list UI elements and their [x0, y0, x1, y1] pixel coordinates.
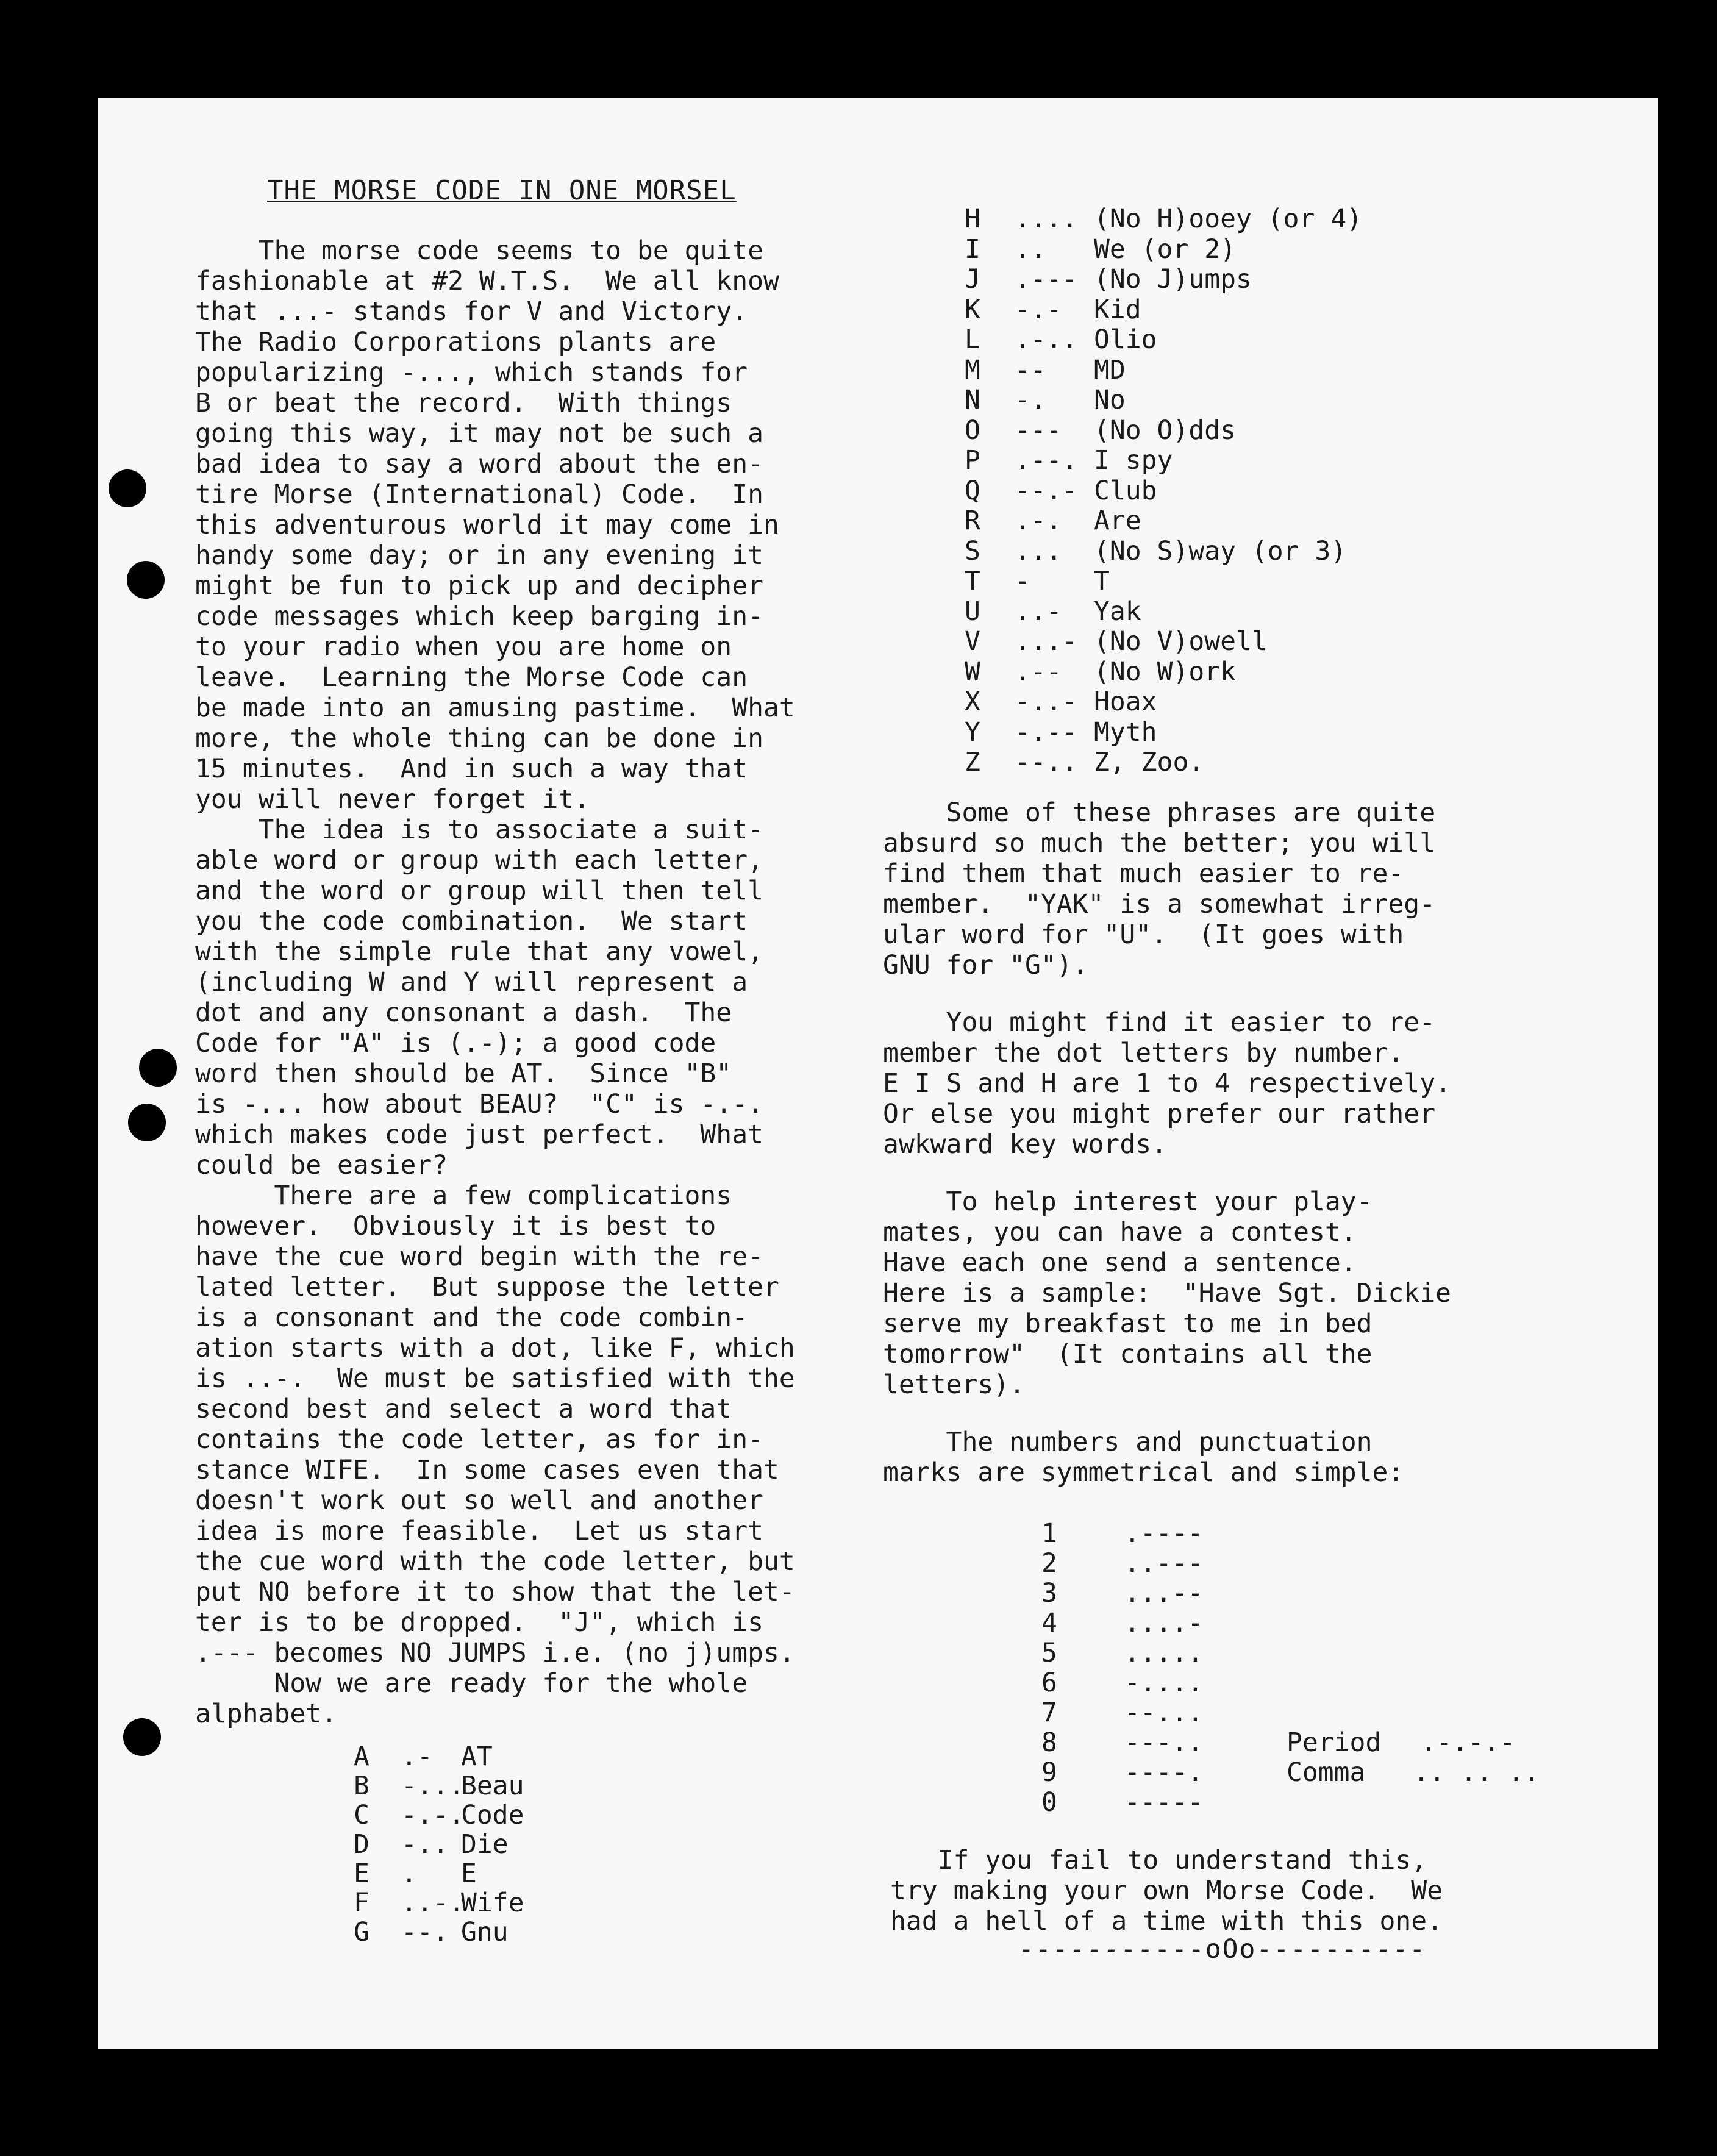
number-code: ....- [1124, 1608, 1204, 1638]
code-pattern: .. [1015, 234, 1046, 265]
code-letter: G [354, 1917, 369, 1947]
text-line: absurd so much the better; you will [883, 828, 1436, 858]
text-line: could be easier? [195, 1150, 448, 1180]
cue-word: (No W)ork [1094, 656, 1236, 687]
number-code: --... [1124, 1697, 1204, 1728]
text-line: bad idea to say a word about the en- [195, 449, 763, 479]
code-letter: P [965, 445, 980, 476]
binder-hole [109, 469, 146, 507]
paragraph [883, 1427, 1645, 1488]
text-line: 15 minutes. And in such a way that [195, 754, 748, 784]
code-pattern: .- [401, 1741, 433, 1772]
text-line: popularizing -..., which stands for [195, 357, 748, 388]
cue-word: MD [1094, 354, 1126, 385]
number-code: ----. [1124, 1757, 1204, 1788]
text-line: is ..-. We must be satisfied with the [195, 1363, 795, 1394]
page-title: THE MORSE CODE IN ONE MORSEL [267, 175, 737, 206]
punctuation-name: Comma [1287, 1757, 1366, 1788]
cue-word: We (or 2) [1094, 234, 1236, 265]
text-line: Or else you might prefer our rather [883, 1099, 1436, 1129]
text-line: might be fun to pick up and decipher [195, 571, 763, 601]
code-pattern: --. [401, 1917, 449, 1947]
text-line: to your radio when you are home on [195, 632, 732, 662]
digit: 0 [1041, 1787, 1057, 1818]
document-page [98, 98, 1658, 2049]
code-letter: D [354, 1829, 369, 1860]
paragraph-gap [883, 980, 1645, 1007]
text-line: had a hell of a time with this one. [890, 1906, 1443, 1936]
text-line: alphabet. [195, 1699, 337, 1729]
text-line: Have each one send a sentence. [883, 1248, 1357, 1278]
cue-word: Die [461, 1829, 509, 1860]
text-line: you the code combination. We start [195, 906, 748, 937]
text-line: which makes code just perfect. What [195, 1119, 763, 1150]
left-column-text [195, 235, 982, 1729]
text-line: be made into an amusing pastime. What [195, 693, 795, 723]
code-letter: K [965, 294, 980, 325]
cue-word: Code [461, 1800, 524, 1830]
number-code: .---- [1124, 1518, 1204, 1549]
text-line: idea is more feasible. Let us start [195, 1516, 763, 1546]
cue-word: Kid [1094, 294, 1141, 325]
text-line: If you fail to understand this, [890, 1845, 1427, 1876]
punctuation-name: Period [1287, 1727, 1382, 1758]
code-pattern: .... [1015, 204, 1078, 234]
code-pattern: -.-. [401, 1800, 465, 1830]
text-line: To help interest your play- [883, 1187, 1373, 1217]
text-line: Code for "A" is (.-); a good code [195, 1028, 716, 1058]
text-line: word then should be AT. Since "B" [195, 1058, 732, 1089]
digit: 9 [1041, 1757, 1057, 1788]
code-pattern: -- [1015, 354, 1046, 385]
text-line: ter is to be dropped. "J", which is [195, 1607, 763, 1638]
code-letter: N [965, 385, 980, 415]
text-line: the cue word with the code letter, but [195, 1546, 795, 1577]
digit: 8 [1041, 1727, 1057, 1758]
code-pattern: .--- [1015, 264, 1078, 294]
code-letter: J [965, 264, 980, 294]
cue-word: (No J)umps [1094, 264, 1252, 294]
text-line: that ...- stands for V and Victory. [195, 296, 748, 327]
paragraph [195, 235, 982, 815]
text-line: Some of these phrases are quite [883, 798, 1436, 828]
text-line: try making your own Morse Code. We [890, 1876, 1443, 1906]
binder-hole [139, 1049, 177, 1087]
code-pattern: .-- [1015, 656, 1062, 687]
number-code: ---.. [1124, 1727, 1204, 1758]
text-line: letters). [883, 1369, 1025, 1400]
cue-word: Beau [461, 1771, 524, 1801]
text-line: this adventurous world it may come in [195, 510, 779, 540]
text-line: The morse code seems to be quite [195, 235, 763, 266]
code-letter: T [965, 566, 980, 596]
text-line: however. Obviously it is best to [195, 1211, 716, 1241]
code-letter: I [965, 234, 980, 265]
text-line: going this way, it may not be such a [195, 418, 763, 449]
text-line: code messages which keep barging in- [195, 601, 763, 632]
text-line: .--- becomes NO JUMPS i.e. (no j)umps. [195, 1638, 795, 1668]
text-line: tire Morse (International) Code. In [195, 479, 763, 510]
paragraph [883, 798, 1645, 980]
text-line: second best and select a word that [195, 1394, 732, 1424]
code-pattern: -. [1015, 385, 1046, 415]
code-pattern: .-. [1015, 505, 1062, 536]
number-code: ----- [1124, 1787, 1204, 1818]
binder-hole [128, 1104, 166, 1141]
digit: 2 [1041, 1548, 1057, 1579]
cue-word: Gnu [461, 1917, 509, 1947]
closing-text [890, 1845, 1443, 1936]
text-line: find them that much easier to re- [883, 858, 1404, 889]
text-line: doesn't work out so well and another [195, 1485, 763, 1516]
text-line: The idea is to associate a suit- [195, 815, 763, 845]
code-pattern: -.- [1015, 294, 1062, 325]
text-line: Here is a sample: "Have Sgt. Dickie [883, 1278, 1451, 1308]
cue-word: Myth [1094, 716, 1157, 748]
code-pattern: --- [1015, 415, 1062, 446]
cue-word: (No O)dds [1094, 415, 1236, 446]
text-line: have the cue word begin with the re- [195, 1241, 763, 1272]
text-line: The numbers and punctuation [883, 1427, 1373, 1457]
cue-word: Yak [1094, 596, 1141, 627]
code-pattern: . [401, 1858, 417, 1889]
code-letter: S [965, 535, 980, 566]
text-line: is -... how about BEAU? "C" is -.-. [195, 1089, 763, 1119]
cue-word: Hoax [1094, 687, 1157, 717]
paragraph [195, 1180, 982, 1668]
code-letter: F [354, 1888, 369, 1918]
code-letter: W [965, 656, 980, 687]
text-line: dot and any consonant a dash. The [195, 998, 732, 1028]
binder-hole [123, 1718, 161, 1756]
code-pattern: -..- [1015, 687, 1078, 717]
punctuation-code: .-.-.- [1421, 1727, 1516, 1758]
text-line: contains the code letter, as for in- [195, 1424, 763, 1455]
cue-word: I spy [1094, 445, 1173, 476]
digit: 4 [1041, 1608, 1057, 1638]
digit: 7 [1041, 1697, 1057, 1728]
text-line: leave. Learning the Morse Code can [195, 662, 748, 693]
code-pattern: .--. [1015, 445, 1078, 476]
text-line: handy some day; or in any evening it [195, 540, 763, 571]
number-code: ..... [1124, 1638, 1204, 1668]
digit: 6 [1041, 1668, 1057, 1698]
code-letter: R [965, 505, 980, 536]
text-line: awkward key words. [883, 1129, 1167, 1160]
text-line: serve my breakfast to me in bed [883, 1308, 1373, 1339]
paragraph [883, 1187, 1645, 1400]
cue-word: Wife [461, 1888, 524, 1918]
paragraph [883, 1007, 1645, 1160]
code-letter: Z [965, 747, 980, 777]
text-line: B or beat the record. With things [195, 388, 732, 418]
text-line: is a consonant and the code combin- [195, 1302, 748, 1333]
code-pattern: --.- [1015, 475, 1078, 506]
cue-word: T [1094, 566, 1110, 596]
code-letter: H [965, 204, 980, 234]
cue-word: (No S)way (or 3) [1094, 535, 1347, 566]
text-line: member the dot letters by number. [883, 1038, 1404, 1068]
code-pattern: - [1015, 566, 1030, 596]
text-line: more, the whole thing can be done in [195, 723, 763, 754]
digit: 1 [1041, 1518, 1057, 1549]
code-letter: X [965, 687, 980, 717]
code-letter: L [965, 324, 980, 355]
code-letter: A [354, 1741, 369, 1772]
punctuation-code: .. .. .. [1413, 1757, 1540, 1788]
text-line: ular word for "U". (It goes with [883, 919, 1404, 950]
text-line: There are a few complications [195, 1180, 732, 1211]
text-line: and the word or group will then tell [195, 876, 763, 906]
code-pattern: -.-- [1015, 716, 1078, 748]
text-line: able word or group with each letter, [195, 845, 763, 876]
code-pattern: --.. [1015, 747, 1078, 777]
end-marker: -----------oOo---------- [1018, 1934, 1427, 1965]
text-line: You might find it easier to re- [883, 1007, 1436, 1038]
cue-word: No [1094, 385, 1126, 415]
text-line: The Radio Corporations plants are [195, 327, 716, 357]
cue-word: (No V)owell [1094, 626, 1268, 657]
text-line: member. "YAK" is a somewhat irreg- [883, 889, 1436, 919]
number-code: ...-- [1124, 1578, 1204, 1608]
text-line: Now we are ready for the whole [195, 1668, 748, 1699]
code-pattern: -.. [401, 1829, 449, 1860]
code-letter: V [965, 626, 980, 657]
code-letter: B [354, 1771, 369, 1801]
text-line: marks are symmetrical and simple: [883, 1457, 1404, 1488]
digit: 3 [1041, 1578, 1057, 1608]
paragraph-gap [883, 1400, 1645, 1427]
code-pattern: ... [1015, 535, 1062, 566]
text-line: GNU for "G"). [883, 950, 1088, 980]
cue-word: Are [1094, 505, 1141, 536]
code-pattern: ..-. [401, 1888, 465, 1918]
code-letter: U [965, 596, 980, 627]
text-line: lated letter. But suppose the letter [195, 1272, 779, 1302]
code-letter: E [354, 1858, 369, 1889]
cue-word: Z, Zoo. [1094, 747, 1205, 777]
text-line: with the simple rule that any vowel, [195, 937, 763, 967]
code-letter: O [965, 415, 980, 446]
code-pattern: ..- [1015, 596, 1062, 627]
code-letter: Y [965, 716, 980, 748]
code-pattern: .-.. [1015, 324, 1078, 355]
text-line: stance WIFE. In some cases even that [195, 1455, 779, 1485]
code-pattern: -... [401, 1771, 465, 1801]
text-line: put NO before it to show that the let- [195, 1577, 795, 1607]
code-letter: Q [965, 475, 980, 506]
text-line: mates, you can have a contest. [883, 1217, 1357, 1248]
text-line: you will never forget it. [195, 784, 590, 815]
number-code: ..--- [1124, 1548, 1204, 1579]
cue-word: (No H)ooey (or 4) [1094, 204, 1363, 234]
cue-word: Club [1094, 475, 1157, 506]
binder-hole [127, 561, 165, 599]
right-column-text [883, 798, 1645, 1488]
text-line: fashionable at #2 W.T.S. We all know [195, 266, 779, 296]
text-line: tomorrow" (It contains all the [883, 1339, 1373, 1369]
code-pattern: ...- [1015, 626, 1078, 657]
cue-word: E [461, 1858, 477, 1889]
paragraph [195, 815, 982, 1180]
paragraph-gap [883, 1160, 1645, 1187]
digit: 5 [1041, 1638, 1057, 1668]
number-code: -.... [1124, 1668, 1204, 1698]
code-letter: M [965, 354, 980, 385]
text-line: (including W and Y will represent a [195, 967, 748, 998]
cue-word: Olio [1094, 324, 1157, 355]
code-letter: C [354, 1800, 369, 1830]
text-line: ation starts with a dot, like F, which [195, 1333, 795, 1363]
paragraph [195, 1668, 982, 1729]
cue-word: AT [461, 1741, 493, 1772]
text-line: E I S and H are 1 to 4 respectively. [883, 1068, 1451, 1099]
